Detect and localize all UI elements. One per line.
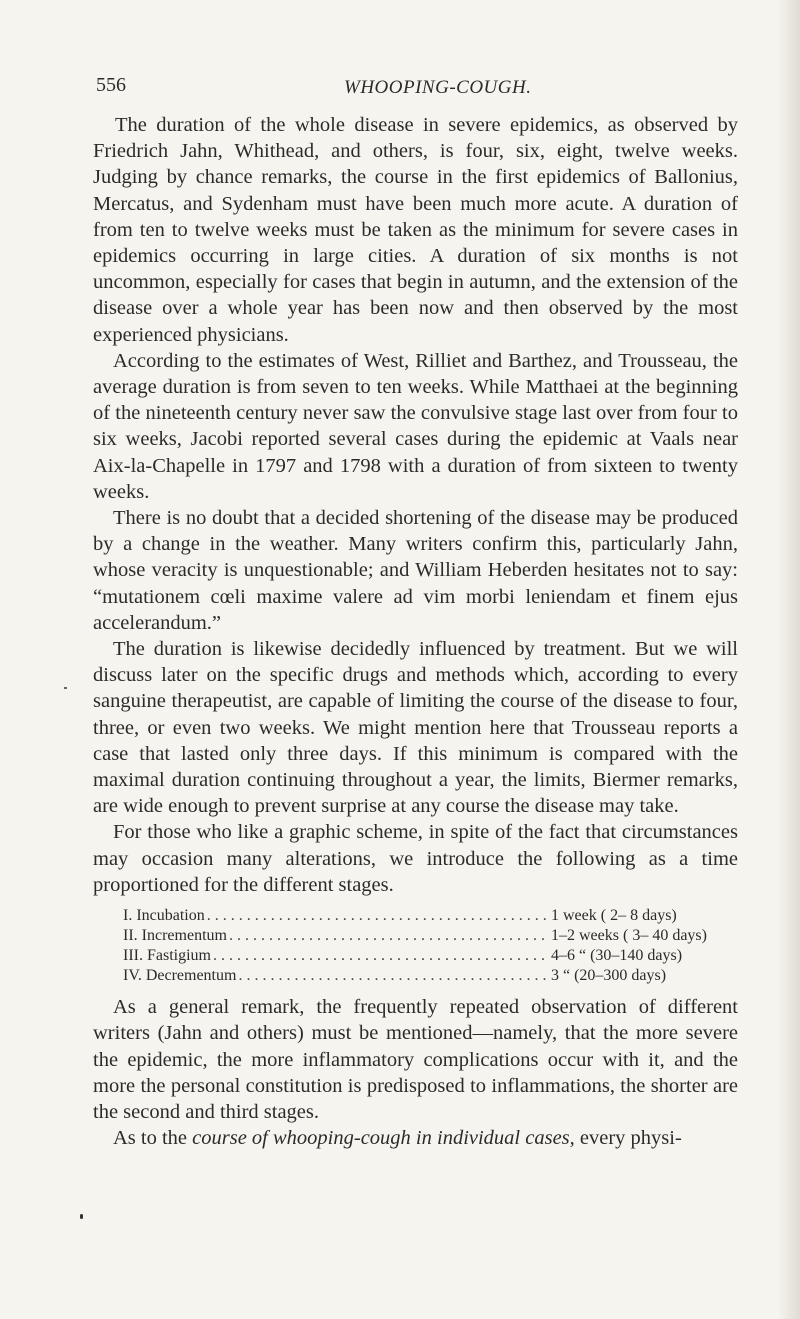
stage-name: I. Incubation [123, 907, 205, 925]
paragraph-italic: course of whooping-cough in individual cases, [192, 1127, 575, 1150]
paragraph-last [93, 1125, 738, 1151]
page-header [96, 74, 746, 102]
stage-name: III. Fastigium [123, 947, 211, 965]
body-text [93, 112, 738, 1151]
leader-dots [229, 926, 549, 946]
paragraph: As a general remark, the frequently repeated observation of different writers (Jahn and others) must be mentioned—namely, that the more severe the epidemic, the more inflammatory complications occur with it, and the more the personal constitution is predisposed to inflammations, the shorter are the second and third stages. [93, 996, 738, 1123]
paragraph: The duration of the whole disease in severe epidemics, as observed by Friedrich Jahn, Whithead, and others, is four, six, eight, twelve weeks. Judging by chance remarks, the course in the first epidemics of Ballonius, Mercatus, and Sydenham must have been much more acute. A duration of from ten to twelve weeks must be taken as the minimum for severe cases in epidemics occurring in large cities. A duration of six months is not uncommon, especially for cases that begin in autumn, and the extension of the disease over a whole year has been now and then observed by the most experienced physicians. [93, 114, 738, 346]
paragraph-lead: As to the [113, 1127, 193, 1150]
stage-duration: 1–2 weeks ( 3– 40 days) [551, 927, 707, 945]
paragraph: There is no doubt that a decided shortening of the disease may be produced by a change in the weather. Many writers confirm this, particularly Jahn, whose veracity is unquestionable; and William Heberden hesitates not to say: “mutationem cœli maxime valere ad vim morbi leniendam et finem ejus accelerandum.” [93, 507, 738, 634]
print-speck [80, 1214, 83, 1219]
paragraph-trail: every physi- [574, 1127, 682, 1150]
stage-table [123, 906, 737, 986]
running-title: WHOOPING-COUGH. [344, 77, 532, 98]
stage-duration: 4–6 “ (30–140 days) [551, 947, 683, 965]
print-speck [64, 687, 67, 689]
stage-name: II. Incrementum [123, 927, 227, 945]
stage-row [123, 966, 737, 986]
leader-dots [213, 946, 549, 966]
stage-duration: 3 “ (20–300 days) [551, 967, 667, 985]
stage-row [123, 926, 737, 946]
page-number: 556 [96, 74, 126, 96]
stage-row [123, 906, 737, 926]
stage-name: IV. Decrementum [123, 967, 237, 985]
stage-row [123, 946, 737, 966]
leader-dots [207, 906, 549, 926]
paragraph: The duration is likewise decidedly influenced by treatment. But we will discuss later on the specific drugs and methods which, according to every sanguine therapeutist, are capable of limiting the course of the disease to four, three, or even two weeks. We might mention here that Trousseau reports a case that lasted only three days. If this minimum is compared with the maximal duration continuing throughout a year, the limits, Biermer remarks, are wide enough to prevent surprise at any course the disease may take. [93, 638, 738, 818]
stage-duration: 1 week ( 2– 8 days) [551, 907, 677, 925]
leader-dots [238, 966, 549, 986]
page-edge-shadow [778, 0, 800, 1319]
paragraph: According to the estimates of West, Rilliet and Barthez, and Trousseau, the average duration is from seven to ten weeks. While Matthaei at the beginning of the nineteenth century never saw the convulsive stage last over from four to six weeks, Jacobi reported several cases during the epidemic at Vaals near Aix-la-Chapelle in 1797 and 1798 with a duration of from sixteen to twenty weeks. [93, 349, 738, 503]
paragraph: For those who like a graphic scheme, in spite of the fact that circumstances may occasion many alterations, we introduce the following as a time proportioned for the different stages. [93, 821, 738, 896]
